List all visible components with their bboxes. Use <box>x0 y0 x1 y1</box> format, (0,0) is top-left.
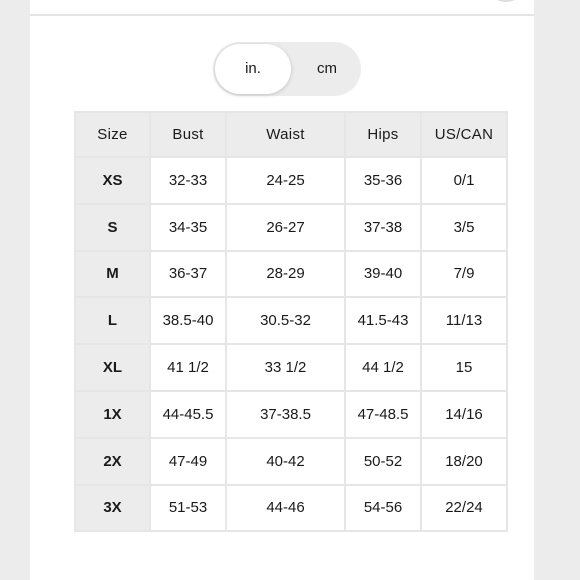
us-can-cell: 7/9 <box>421 251 507 298</box>
waist-cell: 40-42 <box>226 438 345 485</box>
column-header-us-can: US/CAN <box>421 112 507 157</box>
hips-cell: 47-48.5 <box>345 391 421 438</box>
waist-cell: 44-46 <box>226 485 345 532</box>
bust-cell: 41 1/2 <box>150 344 226 391</box>
unit-option-centimeters[interactable]: cm <box>317 60 337 77</box>
hips-cell: 50-52 <box>345 438 421 485</box>
bust-cell: 32-33 <box>150 157 226 204</box>
divider <box>30 14 534 16</box>
waist-cell: 28-29 <box>226 251 345 298</box>
hips-cell: 54-56 <box>345 485 421 532</box>
table-row <box>75 344 507 391</box>
waist-cell: 33 1/2 <box>226 344 345 391</box>
table-row <box>75 157 507 204</box>
size-label: XS <box>75 157 150 204</box>
waist-cell: 37-38.5 <box>226 391 345 438</box>
bust-cell: 38.5-40 <box>150 297 226 344</box>
bust-cell: 47-49 <box>150 438 226 485</box>
waist-cell: 30.5-32 <box>226 297 345 344</box>
waist-cell: 26-27 <box>226 204 345 251</box>
size-label: S <box>75 204 150 251</box>
unit-option-inches[interactable]: in. <box>215 44 291 94</box>
size-label: 1X <box>75 391 150 438</box>
size-label: XL <box>75 344 150 391</box>
bust-cell: 44-45.5 <box>150 391 226 438</box>
size-chart-table <box>74 111 508 532</box>
us-can-cell: 11/13 <box>421 297 507 344</box>
table-row <box>75 438 507 485</box>
us-can-cell: 18/20 <box>421 438 507 485</box>
close-button[interactable] <box>486 0 526 2</box>
column-header-bust: Bust <box>150 112 226 157</box>
us-can-cell: 15 <box>421 344 507 391</box>
hips-cell: 39-40 <box>345 251 421 298</box>
size-guide-panel <box>30 0 534 580</box>
us-can-cell: 0/1 <box>421 157 507 204</box>
column-header-size: Size <box>75 112 150 157</box>
column-header-waist: Waist <box>226 112 345 157</box>
hips-cell: 37-38 <box>345 204 421 251</box>
hips-cell: 35-36 <box>345 157 421 204</box>
us-can-cell: 3/5 <box>421 204 507 251</box>
table-row <box>75 297 507 344</box>
size-label: M <box>75 251 150 298</box>
bust-cell: 34-35 <box>150 204 226 251</box>
table-row <box>75 251 507 298</box>
table-row <box>75 485 507 532</box>
hips-cell: 44 1/2 <box>345 344 421 391</box>
bust-cell: 36-37 <box>150 251 226 298</box>
waist-cell: 24-25 <box>226 157 345 204</box>
unit-toggle[interactable] <box>213 42 361 96</box>
us-can-cell: 22/24 <box>421 485 507 532</box>
hips-cell: 41.5-43 <box>345 297 421 344</box>
bust-cell: 51-53 <box>150 485 226 532</box>
table-header-row <box>75 112 507 157</box>
us-can-cell: 14/16 <box>421 391 507 438</box>
size-label: 2X <box>75 438 150 485</box>
column-header-hips: Hips <box>345 112 421 157</box>
size-label: 3X <box>75 485 150 532</box>
size-label: L <box>75 297 150 344</box>
table-row <box>75 391 507 438</box>
table-row <box>75 204 507 251</box>
